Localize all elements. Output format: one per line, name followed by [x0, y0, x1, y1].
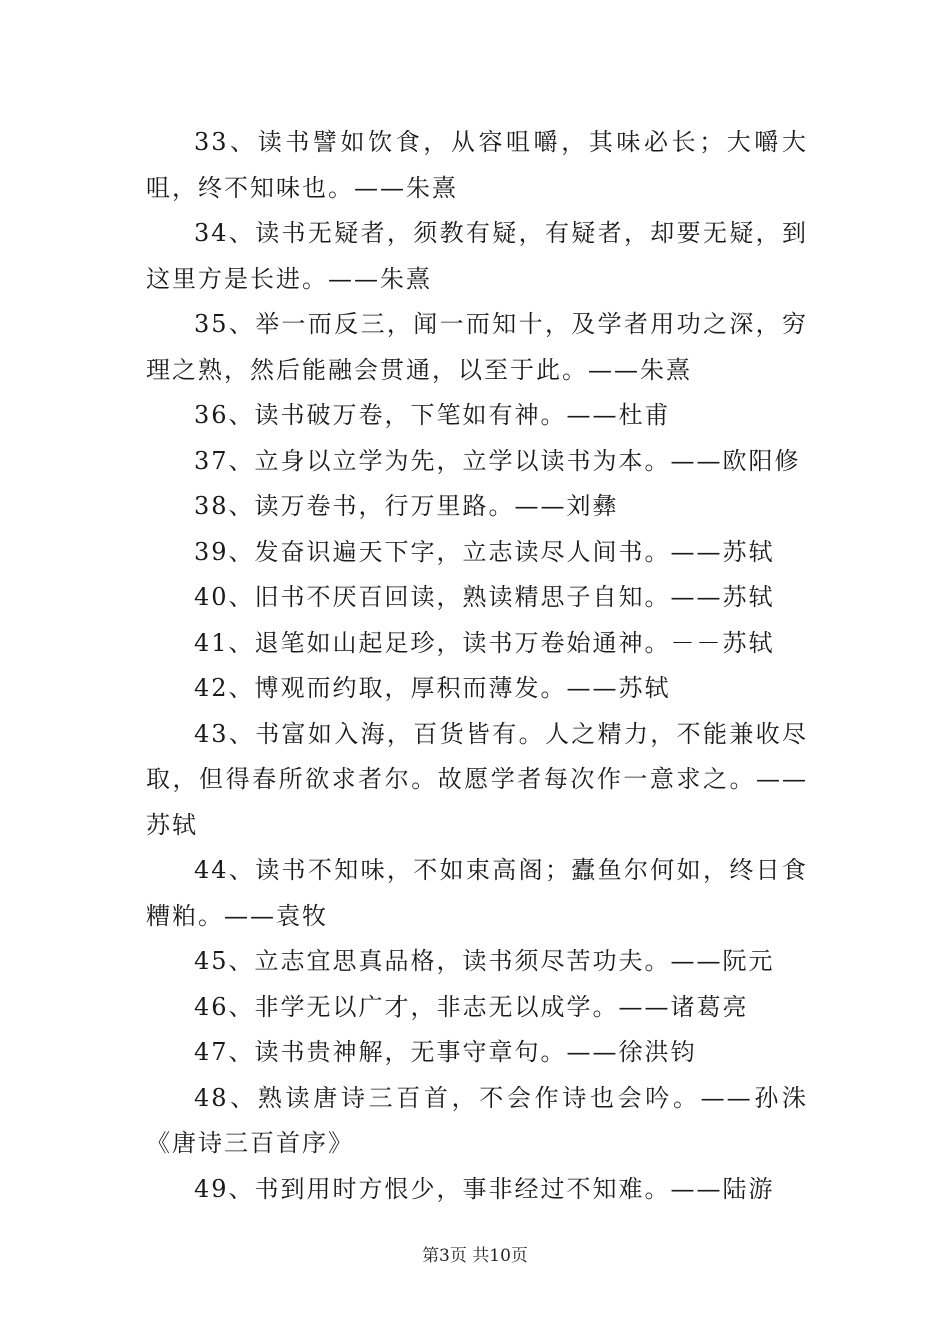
quote-38: 38、读万卷书，行万里路。——刘彝	[194, 492, 619, 520]
quote-list	[146, 120, 808, 1212]
quote-34: 34、读书无疑者，须教有疑，有疑者，却要无疑，到这里方是长进。——朱熹	[146, 219, 808, 293]
quote-37: 37、立身以立学为先，立学以读书为本。——欧阳修	[194, 446, 801, 475]
quote-47: 47、读书贵神解，无事守章句。——徐洪钧	[194, 1038, 697, 1066]
quote-43: 43、书富如入海，百货皆有。人之精力，不能兼收尽取，但得春所欲求者尔。故愿学者每次作一意求之。——苏轼	[146, 719, 808, 839]
quote-33: 33、读书譬如饮食，从容咀嚼，其味必长；大嚼大咀，终不知味也。——朱熹	[146, 128, 808, 202]
quote-40: 40、旧书不厌百回读，熟读精思子自知。——苏轼	[194, 583, 775, 611]
quote-36: 36、读书破万卷，下笔如有神。——杜甫	[194, 401, 671, 429]
quote-46: 46、非学无以广才，非志无以成学。——诸葛亮	[194, 992, 749, 1021]
quote-44: 44、读书不知味，不如束高阁；蠹鱼尔何如，终日食糟粕。——袁牧	[146, 856, 808, 930]
quote-48: 48、熟读唐诗三百首，不会作诗也会吟。——孙洙《唐诗三百首序》	[146, 1083, 808, 1157]
quote-41: 41、退笔如山起足珍，读书万卷始通神。－－苏轼	[194, 628, 775, 657]
quote-45: 45、立志宜思真品格，读书须尽苦功夫。——阮元	[194, 947, 775, 975]
page-footer	[0, 1241, 950, 1266]
quote-35: 35、举一而反三，闻一而知十，及学者用功之深，穷理之熟，然后能融会贯通，以至于此。——朱熹	[146, 310, 808, 384]
page-number-label: 第3页 共10页	[422, 1246, 528, 1266]
quote-42: 42、博观而约取，厚积而薄发。——苏轼	[194, 674, 671, 702]
quote-39: 39、发奋识遍天下字，立志读尽人间书。——苏轼	[194, 537, 775, 566]
quote-49: 49、书到用时方恨少，事非经过不知难。——陆游	[194, 1174, 775, 1203]
